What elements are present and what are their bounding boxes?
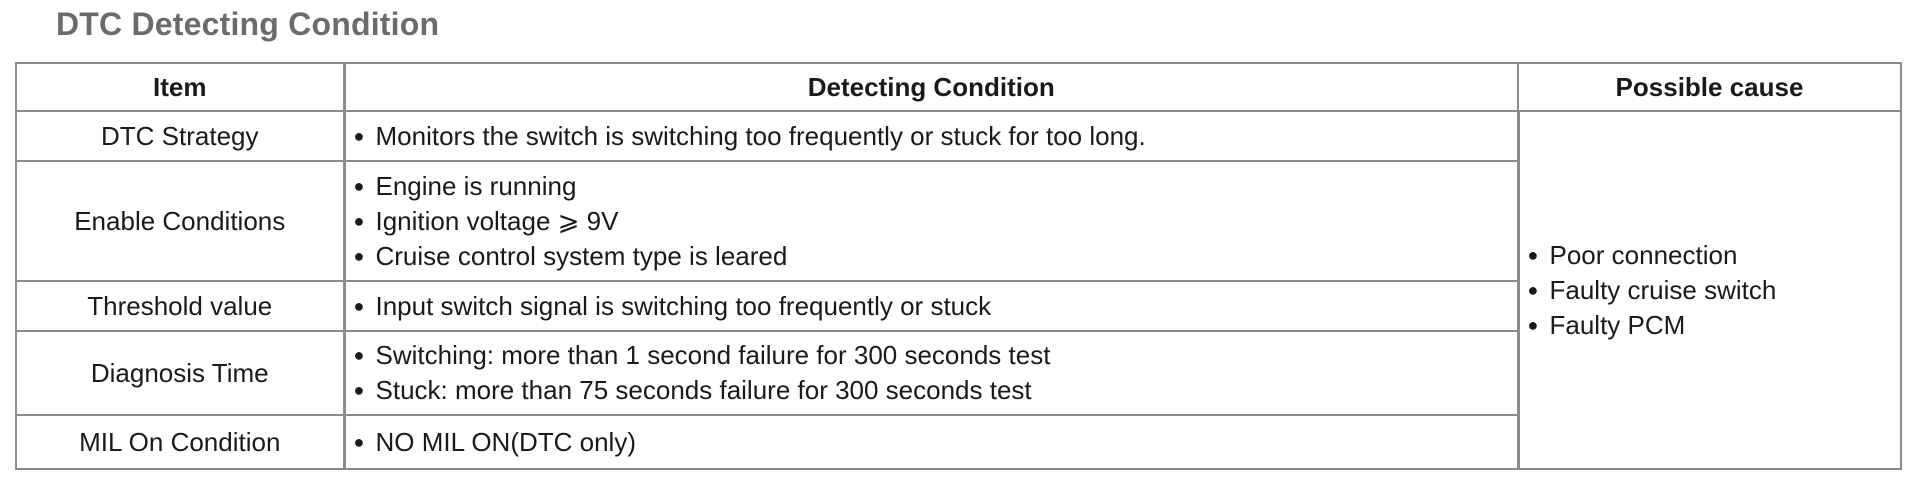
condition-list <box>354 425 1517 460</box>
item-cell: Enable Conditions <box>16 161 344 281</box>
condition-bullet: ● Stuck: more than 75 seconds failure for 300 seconds test <box>354 373 1517 408</box>
table-row <box>16 111 1901 161</box>
condition-list <box>354 289 1517 324</box>
condition-bullet: ● Switching: more than 1 second failure for 300 seconds test <box>354 338 1517 373</box>
item-cell: DTC Strategy <box>16 111 344 161</box>
condition-cell <box>344 281 1518 331</box>
possible-cause-cell <box>1518 111 1901 469</box>
item-cell: MIL On Condition <box>16 415 344 469</box>
cause-list <box>1528 238 1901 343</box>
section-title: DTC Detecting Condition <box>56 6 440 42</box>
condition-list <box>354 338 1517 408</box>
item-cell: Threshold value <box>16 281 344 331</box>
condition-cell <box>344 331 1518 415</box>
condition-bullet: ● Monitors the switch is switching too frequently or stuck for too long. <box>354 119 1517 154</box>
header-item: Item <box>16 63 344 111</box>
condition-bullet: ● Input switch signal is switching too frequently or stuck <box>354 289 1517 324</box>
header-row <box>16 63 1901 111</box>
condition-list <box>354 169 1517 274</box>
dtc-condition-table <box>15 62 1902 470</box>
cause-bullet: ● Faulty cruise switch <box>1528 273 1901 308</box>
condition-cell <box>344 111 1518 161</box>
condition-list <box>354 119 1517 154</box>
item-cell: Diagnosis Time <box>16 331 344 415</box>
condition-cell <box>344 161 1518 281</box>
condition-bullet: ● Engine is running <box>354 169 1517 204</box>
condition-bullet: ● Cruise control system type is leared <box>354 239 1517 274</box>
condition-bullet: ● NO MIL ON(DTC only) <box>354 425 1517 460</box>
condition-cell <box>344 415 1518 469</box>
condition-bullet: ● Ignition voltage ⩾ 9V <box>354 204 1517 239</box>
cause-bullet: ● Poor connection <box>1528 238 1901 273</box>
header-possible-cause: Possible cause <box>1518 63 1901 111</box>
cause-bullet: ● Faulty PCM <box>1528 308 1901 343</box>
header-detecting-condition: Detecting Condition <box>344 63 1518 111</box>
